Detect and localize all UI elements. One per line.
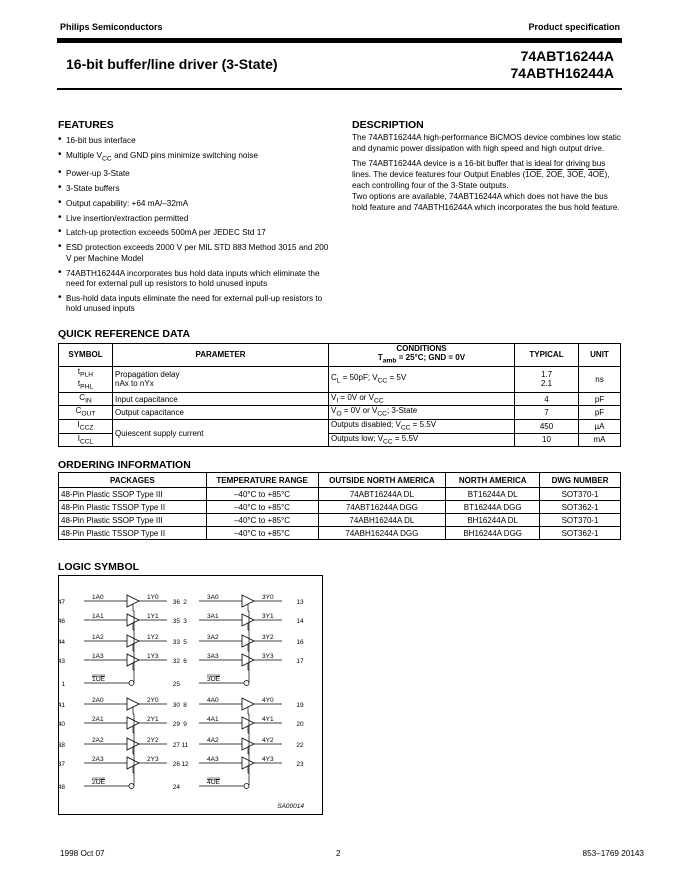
pin-number: 30 xyxy=(172,702,180,709)
enable-label: 2OE xyxy=(92,779,106,786)
company-name: Philips Semiconductors xyxy=(60,22,163,32)
input-label: 3A1 xyxy=(207,613,219,620)
qrd-heading: QUICK REFERENCE DATA xyxy=(58,328,191,340)
input-label: 4A1 xyxy=(207,716,219,723)
pin-number: 17 xyxy=(296,658,304,665)
quick-reference-table: SYMBOL PARAMETER CONDITIONS $T_{amb} = 25^\circ C$; GND = 0V TYPICAL UNIT $t_{PLH}$ $t_{PHL}$ Propagation delay nAx to nYx $C_L = 50pF$; $V_{CC} = 5V$ 1.7 2.1 ns $C_{IN}$ Input capacitance $V_I = 0V$ or $V_{CC}$ 4 pF $C_{OUT}$ Output capacitance $V_O = 0V$ or $V_{CC}$; 3-State 7 pF $I_{CCZ}$ Quiescent supply current Outputs disabled; $V_{CC} = 5.5V$ 450 µA $I_{CCL}$ Outputs low; $V_{CC} = 5.5V$ 10 mA xyxy=(58,343,621,447)
pin-number: 13 xyxy=(296,599,304,606)
description-body xyxy=(352,132,622,217)
feature-item: • Bus-hold data inputs eliminate the need for external pull-up resistors to hold unused inputs xyxy=(58,294,330,315)
inversion-bubble xyxy=(244,681,249,686)
part-number-1: 74ABT16244A xyxy=(520,48,614,64)
pin-number: 46 xyxy=(57,618,65,625)
pin-number: 19 xyxy=(296,702,304,709)
feature-item: • ESD protection exceeds 2000 V per MIL STD 883 Method 3015 and 200 V per Machine Model xyxy=(58,243,330,264)
pin-number: 44 xyxy=(57,639,65,646)
output-label: 3Y0 xyxy=(262,594,274,601)
table-row: $t_{PLH}$ $t_{PHL}$ Propagation delay nAx to nYx $C_L = 50pF$; $V_{CC} = 5V$ 1.7 2.1 ns xyxy=(59,366,621,392)
pin-number: 48 xyxy=(57,784,65,791)
enable-label: 4OE xyxy=(207,779,221,786)
input-label: 2A0 xyxy=(92,697,104,704)
enable-label: 1OE xyxy=(92,676,106,683)
pin-number: 5 xyxy=(183,639,187,646)
output-label: 4Y2 xyxy=(262,737,274,744)
spec-type: Product specification xyxy=(528,22,620,32)
logic-heading: LOGIC SYMBOL xyxy=(58,561,140,573)
pin-number: 26 xyxy=(172,761,180,768)
pin-number: 16 xyxy=(296,639,304,646)
input-label: 2A2 xyxy=(92,737,104,744)
pin-number: 37 xyxy=(57,761,65,768)
pin-number: 11 xyxy=(181,742,189,749)
output-label: 3Y3 xyxy=(262,653,274,660)
footer-page: 2 xyxy=(336,849,341,858)
table-row: 48-Pin Plastic TSSOP Type II –40°C to +85°C 74ABH16244A DGG BH16244A DGG SOT362-1 xyxy=(59,527,621,540)
output-label: 2Y2 xyxy=(147,737,159,744)
pin-number: 43 xyxy=(57,658,65,665)
feature-item: • Output capability: +64 mA/–32mA xyxy=(58,199,330,210)
ordering-heading: ORDERING INFORMATION xyxy=(58,459,191,471)
table-row: $I_{CCL}$ Outputs low; $V_{CC} = 5.5V$ 10 mA xyxy=(59,433,621,447)
description-paragraph: The 74ABT16244A high-performance BiCMOS device combines low static and dynamic power dissipation with high speed and high output drive. xyxy=(352,133,621,153)
description-paragraph: The 74ABT16244A device is a 16-bit buffer that is ideal for driving bus lines. The device features four Output Enables (1OE, 2OE, 3OE, 4OE), each controlling four of the 3-State outputs. Two options are available, 74ABT16244A which does not have the bus hold feature and 74ABTH16244A which incorporates the bus hold feature. xyxy=(352,159,620,212)
output-label: 4Y1 xyxy=(262,716,274,723)
output-label: 3Y1 xyxy=(262,613,274,620)
pin-number: 38 xyxy=(57,742,65,749)
pin-number: 20 xyxy=(296,721,304,728)
pin-number: 3 xyxy=(183,618,187,625)
input-label: 4A0 xyxy=(207,697,219,704)
pin-number: 22 xyxy=(296,742,304,749)
figure-reference: SA00014 xyxy=(277,803,304,810)
feature-item: • Power-up 3-State xyxy=(58,169,330,180)
pin-number: 12 xyxy=(181,761,189,768)
pin-number: 8 xyxy=(183,702,187,709)
pin-number: 9 xyxy=(183,721,187,728)
output-label: 2Y0 xyxy=(147,697,159,704)
table-row: 48-Pin Plastic SSOP Type III –40°C to +85°C 74ABT16244A DL BT16244A DL SOT370-1 xyxy=(59,488,621,501)
header-rule xyxy=(57,38,622,43)
feature-item: • Live insertion/extraction permitted xyxy=(58,214,330,225)
pin-number: 23 xyxy=(296,761,304,768)
output-label: 1Y1 xyxy=(147,613,159,620)
output-label: 4Y0 xyxy=(262,697,274,704)
pin-number: 6 xyxy=(183,658,187,665)
features-heading: FEATURES xyxy=(58,119,114,131)
pin-number: 32 xyxy=(172,658,180,665)
description-heading: DESCRIPTION xyxy=(352,119,424,131)
footer-code: 853–1769 20143 xyxy=(582,849,644,858)
feature-item: • 3-State buffers xyxy=(58,184,330,195)
input-label: 4A2 xyxy=(207,737,219,744)
table-row: $C_{OUT}$ Output capacitance $V_O = 0V$ or $V_{CC}$; 3-State 7 pF xyxy=(59,406,621,420)
pin-number: 47 xyxy=(57,599,65,606)
input-label: 3A0 xyxy=(207,594,219,601)
output-label: 2Y1 xyxy=(147,716,159,723)
pin-number: 33 xyxy=(172,639,180,646)
input-label: 1A1 xyxy=(92,613,104,620)
output-label: 4Y3 xyxy=(262,756,274,763)
input-label: 4A3 xyxy=(207,756,219,763)
pin-number: 40 xyxy=(57,721,65,728)
footer-date: 1998 Oct 07 xyxy=(60,849,105,858)
logic-symbol-diagram xyxy=(59,576,322,814)
pin-number: 29 xyxy=(172,721,180,728)
inversion-bubble xyxy=(129,784,134,789)
table-row: 48-Pin Plastic SSOP Type III –40°C to +85°C 74ABH16244A DL BH16244A DL SOT370-1 xyxy=(59,514,621,527)
pin-number: 1 xyxy=(61,681,65,688)
inversion-bubble xyxy=(244,784,249,789)
pin-number: 27 xyxy=(172,742,180,749)
output-label: 3Y2 xyxy=(262,634,274,641)
input-label: 3A3 xyxy=(207,653,219,660)
feature-item: • Multiple $V_{CC}$ and GND pins minimize switching noise xyxy=(58,151,330,165)
pin-number: 24 xyxy=(172,784,180,791)
output-label: 2Y3 xyxy=(147,756,159,763)
input-label: 2A3 xyxy=(92,756,104,763)
feature-item: • 74ABTH16244A incorporates bus hold data inputs which eliminate the need for external pull up resistors to hold unused inputs xyxy=(58,269,330,290)
table-row: $I_{CCZ}$ Quiescent supply current Outputs disabled; $V_{CC} = 5.5V$ 450 µA xyxy=(59,419,621,433)
input-label: 1A0 xyxy=(92,594,104,601)
part-number-2: 74ABTH16244A xyxy=(510,65,614,81)
pin-number: 25 xyxy=(172,681,180,688)
input-label: 2A1 xyxy=(92,716,104,723)
feature-item: • 16-bit bus interface xyxy=(58,136,330,147)
output-label: 1Y2 xyxy=(147,634,159,641)
inversion-bubble xyxy=(129,681,134,686)
pin-number: 36 xyxy=(172,599,180,606)
input-label: 3A2 xyxy=(207,634,219,641)
output-label: 1Y0 xyxy=(147,594,159,601)
features-list xyxy=(58,136,330,319)
input-label: 1A3 xyxy=(92,653,104,660)
ordering-table: PACKAGES TEMPERATURE RANGE OUTSIDE NORTH AMERICA NORTH AMERICA DWG NUMBER 48-Pin Plastic SSOP Type III –40°C to +85°C 74ABT16244A DL BT16244A DL SOT370-1 48-Pin Plastic TSSOP Type II –40°C to +85°C 74ABT16244A DGG BT16244A DGG SOT362-1 48-Pin Plastic SSOP Type III –40°C to +85°C 74ABH16244A DL BH16244A DL SOT370-1 48-Pin Plastic TSSOP Type II –40°C to +85°C 74ABH16244A DGG BH16244A DGG SOT362-1 xyxy=(58,472,621,540)
table-row: $C_{IN}$ Input capacitance $V_I = 0V$ or $V_{CC}$ 4 pF xyxy=(59,392,621,406)
table-row: 48-Pin Plastic TSSOP Type II –40°C to +85°C 74ABT16244A DGG BT16244A DGG SOT362-1 xyxy=(59,501,621,514)
input-label: 1A2 xyxy=(92,634,104,641)
pin-number: 35 xyxy=(172,618,180,625)
logic-symbol-box xyxy=(58,575,323,815)
output-label: 1Y3 xyxy=(147,653,159,660)
title-rule xyxy=(57,88,622,90)
feature-item: • Latch-up protection exceeds 500mA per JEDEC Std 17 xyxy=(58,228,330,239)
pin-number: 2 xyxy=(183,599,187,606)
enable-label: 3OE xyxy=(207,676,221,683)
pin-number: 14 xyxy=(296,618,304,625)
pin-number: 41 xyxy=(57,702,65,709)
page-title: 16-bit buffer/line driver (3-State) xyxy=(66,56,278,72)
